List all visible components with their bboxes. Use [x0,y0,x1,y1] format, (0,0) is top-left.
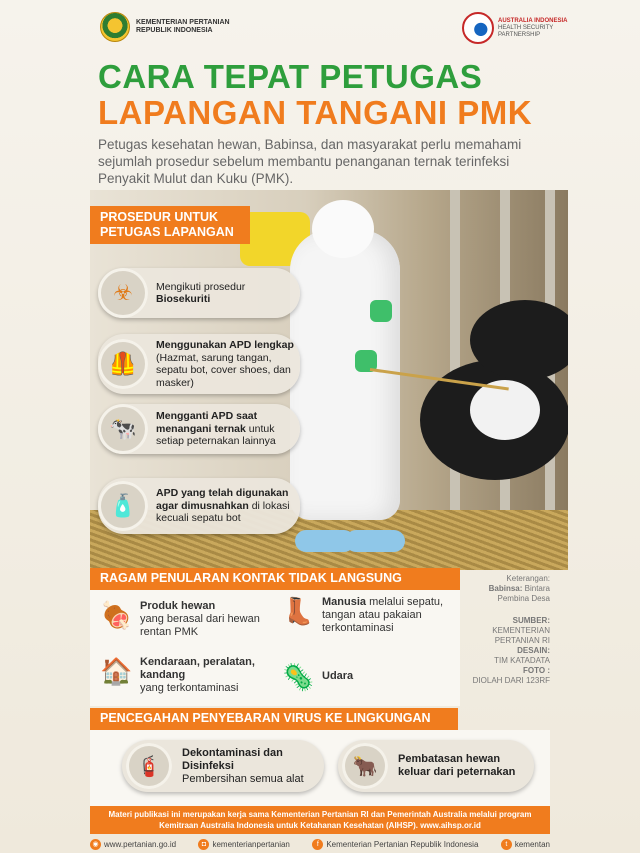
procedure-item: 🧴 APD yang telah digunakan agar dimusnahkan di lokasi kecuali sepatu bot [98,478,300,534]
barn-icon: 🏠 [100,657,133,687]
kementan-logo-line2: REPUBLIK INDONESIA [136,27,213,34]
disinfection-icon: 🧯 [126,743,172,789]
prevention-item: 🧯 Dekontaminasi dan Disinfeksi Pembersihan semua alat [122,740,324,792]
transmission-item: 🦠 Udara [282,663,354,693]
facebook-icon: f [312,839,323,850]
disposal-icon: 🧴 [98,481,148,531]
aihsp-logo [462,12,567,44]
intro-paragraph: Petugas kesehatan hewan, Babinsa, dan masyarakat perlu memahami sejumlah prosedur sebelum membantu penanganan ternak terinfeksi Penyakit Mulut dan Kuku (PMK). [98,137,522,186]
prevention-item: 🐂 Pembatasan hewan keluar dari peternakan [338,740,534,792]
aihsp-logo-line3: PARTNERSHIP [498,31,541,38]
footer-link-instagram[interactable]: ◘ kementerianpertanian [198,839,289,850]
aihsp-logo-line1: AUSTRALIA INDONESIA [498,17,568,24]
transmission-item: 🏠 Kendaraan, peralatan, kandang yang terkontaminasi [100,656,255,694]
animal-product-icon: 🍖 [100,601,133,631]
hazmat-suit [290,230,400,520]
biohazard-icon: ☣ [98,268,148,318]
glove-icon [370,300,392,322]
page-title-line1: CARA TEPAT PETUGAS [98,58,483,95]
footer-link-facebook[interactable]: f Kementerian Pertanian Republik Indonesia [312,839,478,850]
transmission-item: 👢 Manusia melalui sepatu, tangan atau pakaian terkontaminasi [282,596,444,634]
section-label-prosedur: PROSEDUR UNTUK PETUGAS LAPANGAN [90,206,250,244]
procedure-item: 🦺 Menggunakan APD lengkap (Hazmat, sarung tangan, sepatu bot, cover shoes, dan masker) [98,334,300,394]
cattle-pen-icon: 🐄 [98,404,148,454]
aihsp-logo-line2: HEALTH SECURITY [498,24,554,31]
kementan-emblem-icon [100,12,130,42]
aihsp-emblem-icon [462,12,494,44]
footer-link-website[interactable]: ◉ www.pertanian.go.id [90,839,176,850]
kementan-logo-line1: KEMENTERIAN PERTANIAN [136,19,230,26]
page-title-line2: LAPANGAN TANGANI PMK [98,94,533,131]
boot-icon: 👢 [282,597,315,627]
hazmat-hood [312,200,374,258]
instagram-icon: ◘ [198,839,209,850]
section-label-pencegahan: PENCEGAHAN PENYEBARAN VIRUS KE LINGKUNGAN [90,708,458,730]
transmission-panel [90,590,460,706]
footer-note: Materi publikasi ini merupakan kerja sama Kementerian Pertanian RI dan Pemerintah Australia melalui program Kemitraan Australia Indonesia untuk Ketahanan Kesehatan (AIHSP). www.aihsp.or.id [90,806,550,834]
airborne-virus-icon: 🦠 [282,663,315,693]
procedure-item: 🐄 Mengganti APD saat menangani ternak untuk setiap peternakan lainnya [98,404,300,454]
section-label-ragam: RAGAM PENULARAN KONTAK TIDAK LANGSUNG [90,568,460,590]
ppe-suit-icon: 🦺 [98,339,148,389]
boot-cover [345,530,405,552]
kementan-logo [100,12,230,42]
footer-link-twitter[interactable]: t kementan [501,839,550,850]
globe-icon: ◉ [90,839,101,850]
side-notes: Keterangan: Babinsa: Bintara Pembina Desa SUMBER: KEMENTERIAN PERTANIAN RI DESAIN: TIM KATADATA FOTO : DIOLAH DARI 123RF [472,574,550,685]
restricted-cattle-icon: 🐂 [342,743,388,789]
procedure-item: ☣ Mengikuti prosedur Biosekuriti [98,268,300,318]
footer-links [90,836,550,852]
twitter-icon: t [501,839,512,850]
transmission-item: 🍖 Produk hewan yang berasal dari hewan rentan PMK [100,600,260,638]
